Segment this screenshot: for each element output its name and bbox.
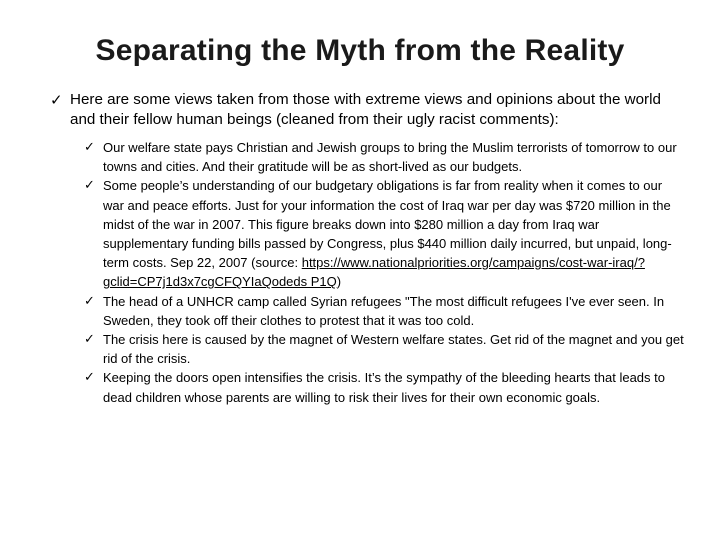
sub-bullet-text: The crisis here is caused by the magnet of Western welfare states. Get rid of the magnet and you get rid of the crisis.: [103, 332, 684, 367]
list-item: [84, 176, 684, 291]
main-bullet-text: Here are some views taken from those with extreme views and opinions about the world and their fellow human beings (cleaned from their ugly racist comments):: [70, 91, 661, 128]
sub-bullet-text-end: ): [336, 274, 342, 290]
sub-bullet-text: Keeping the doors open intensifies the crisis. It’s the sympathy of the bleeding hearts that leads to dead children whose parents are willing to risk their lives for their own economic goals.: [103, 370, 665, 405]
checkmark-icon: ✓: [84, 370, 95, 386]
checkmark-icon: ✓: [84, 178, 95, 194]
sub-bullet-list: [84, 138, 684, 407]
checkmark-icon: ✓: [84, 293, 95, 309]
sub-bullet-text: Our welfare state pays Christian and Jewish groups to bring the Muslim terrorists of tomorrow to our towns and cities. And their gratitude will be as short-lived as our budgets.: [103, 140, 677, 175]
source-link[interactable]: https://www.nationalpriorities.org/campaigns/cost-war-iraq/?gclid=CP7j1d3x7cgCFQYIaQodeds P1Q: [103, 255, 645, 290]
list-item: [84, 138, 684, 176]
list-item: [84, 330, 684, 368]
checkmark-icon: ✓: [84, 140, 95, 155]
list-item: [84, 368, 684, 406]
list-item: [84, 292, 684, 330]
slide-title: Separating the Myth from the Reality: [95, 34, 625, 67]
sub-bullet-text: The head of a UNHCR camp called Syrian refugees "The most difficult refugees I've ever seen. In Sweden, they took off their clothes to protest that it was too cold.: [103, 293, 665, 328]
checkmark-icon: ✓: [84, 332, 95, 348]
main-bullet: [50, 90, 690, 130]
checkmark-icon: ✓: [50, 91, 63, 109]
sub-bullet-text: Some people’s understanding of our budgetary obligations is far from reality when it comes to our war and peace efforts. Just for your information the cost of Iraq war per day was $720 million in the midst of the war in 2007. This figure breaks down into $280 million a day from Iraq war supplementary funding bills passed by Congress, plus $440 million daily incurred, but unpaid, long-term costs. Sep 22, 2007 (source:: [103, 178, 672, 271]
